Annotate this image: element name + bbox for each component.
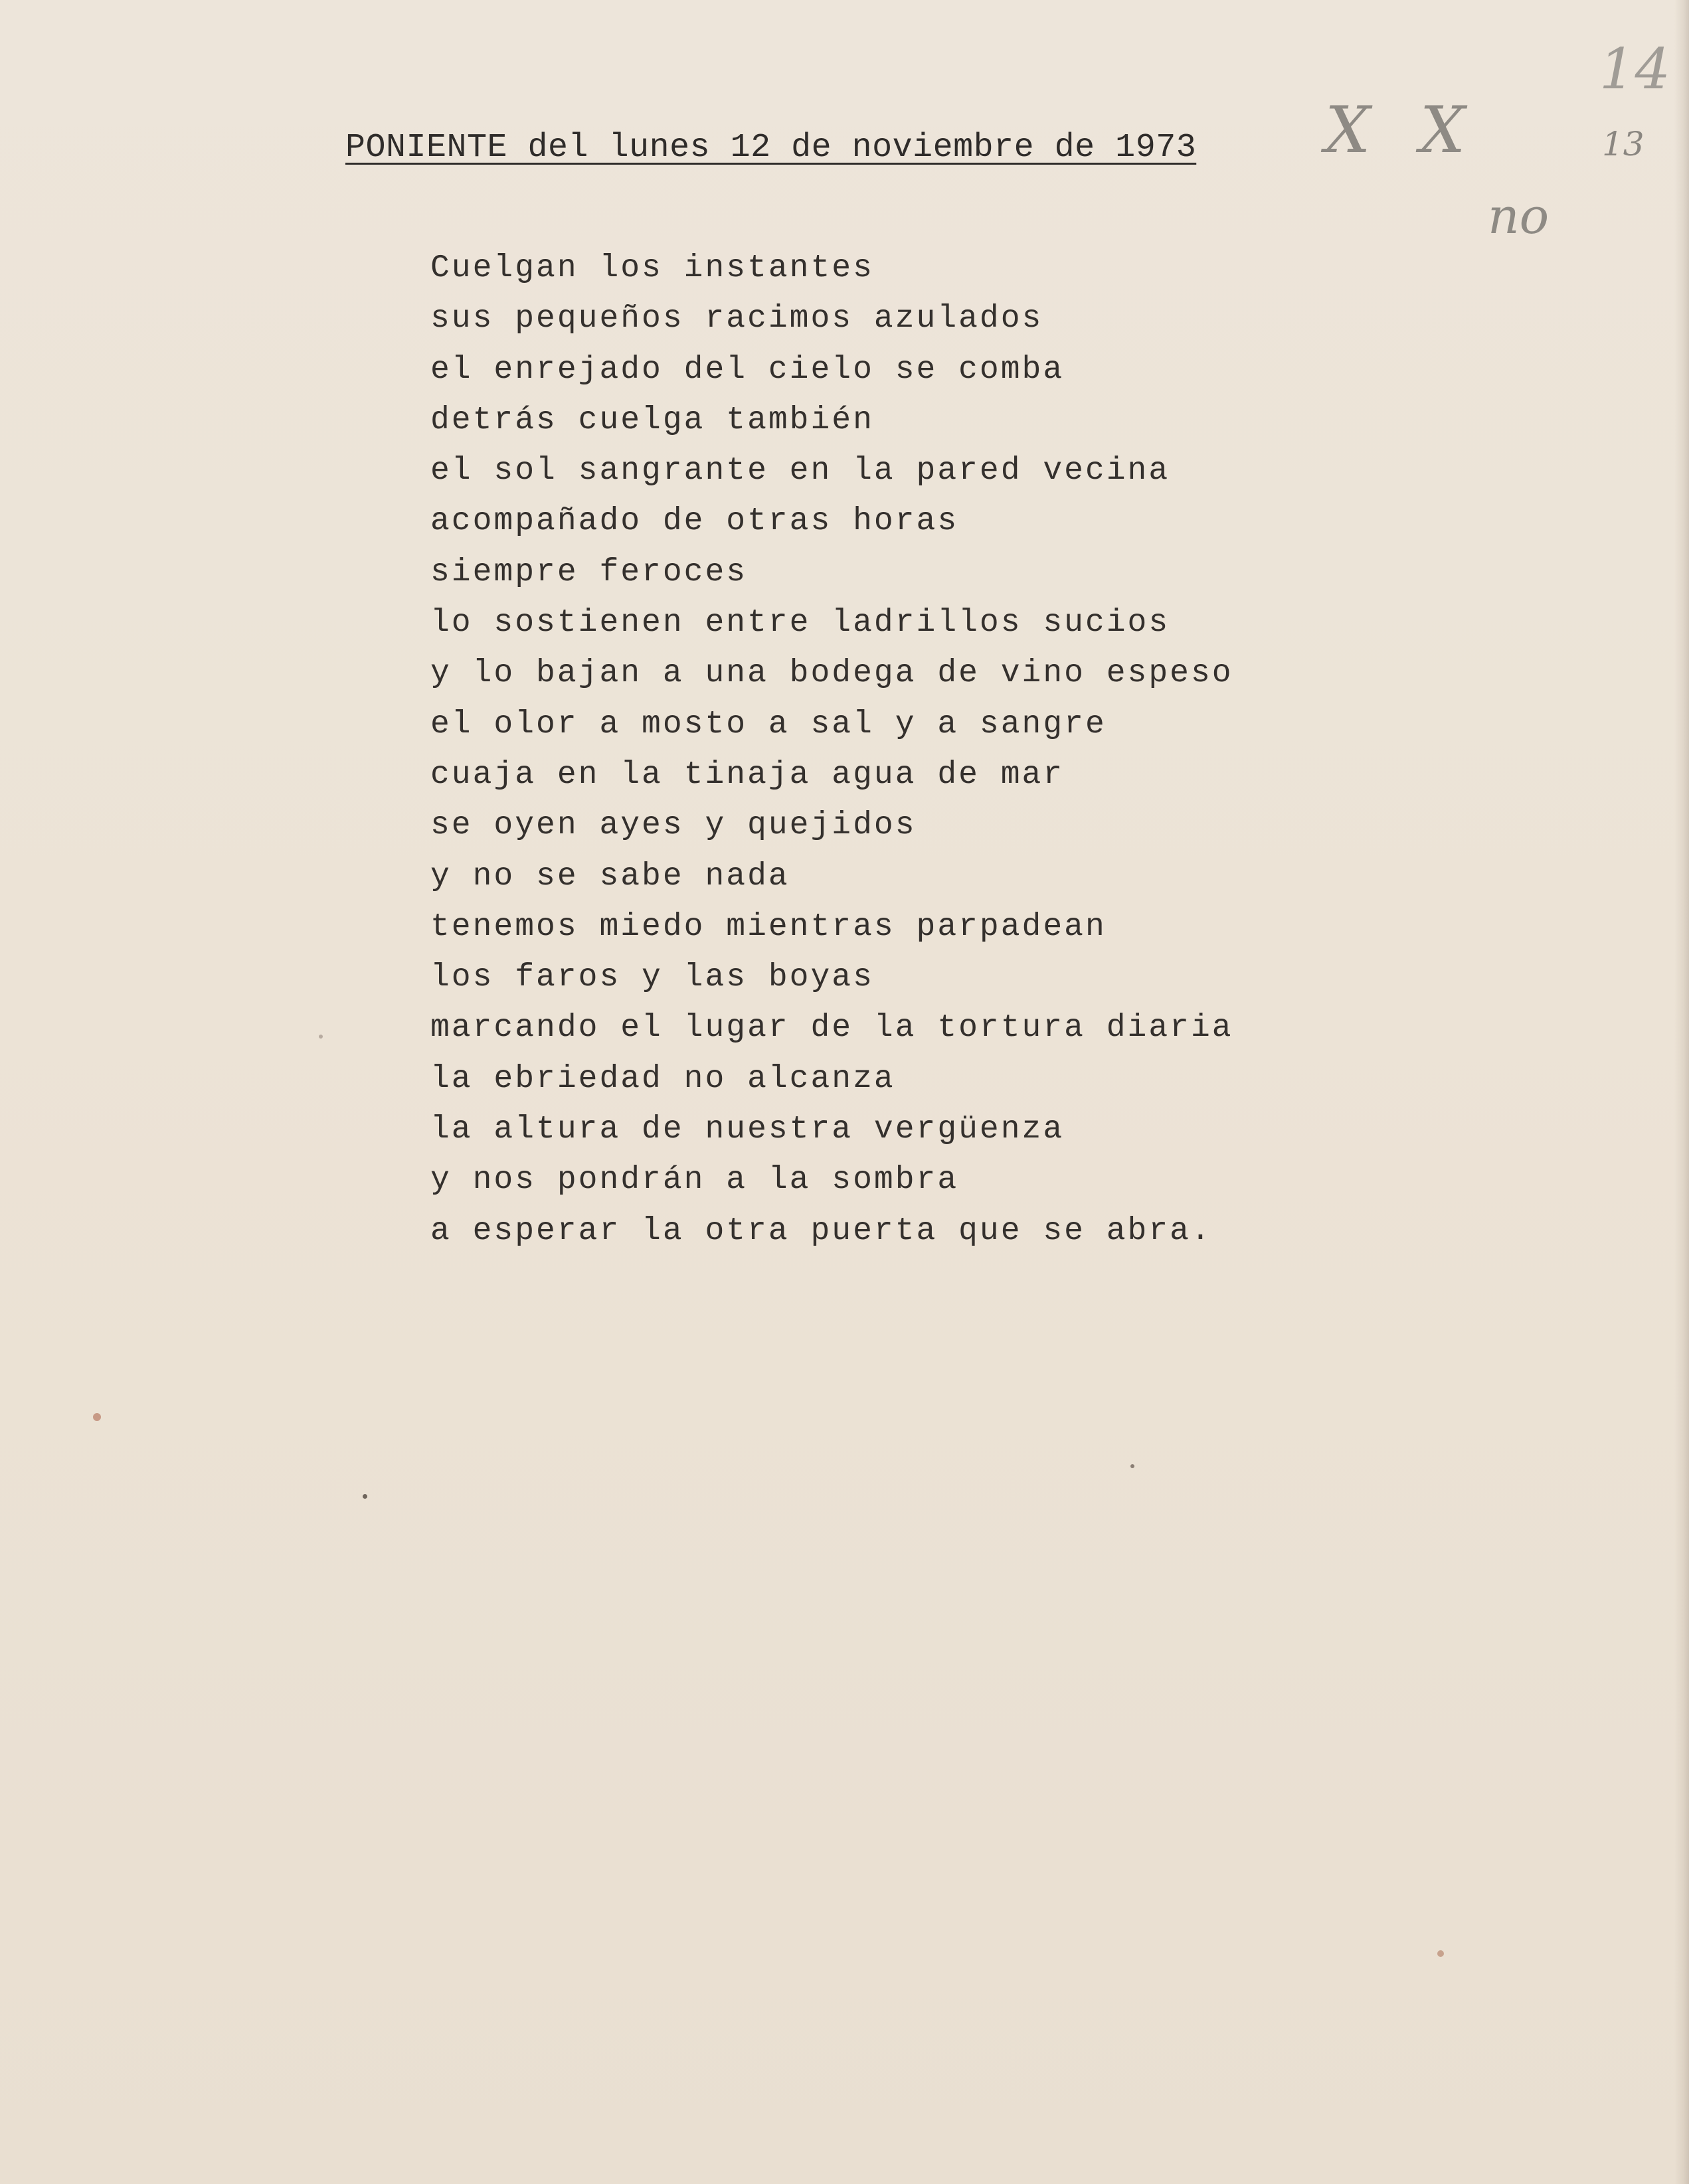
- poem-line: la ebriedad no alcanza: [430, 1060, 895, 1097]
- poem-line: la altura de nuestra vergüenza: [430, 1112, 1065, 1148]
- poem-line: y lo bajan a una bodega de vino espeso: [430, 655, 1233, 692]
- poem-line: lo sostienen entre ladrillos sucios: [430, 605, 1170, 641]
- poem-body: [430, 243, 1233, 1256]
- poem-line: siempre feroces: [430, 554, 748, 590]
- poem-line: detrás cuelga también: [430, 402, 874, 438]
- poem-line: el enrejado del cielo se comba: [430, 351, 1065, 388]
- poem-line: se oyen ayes y quejidos: [430, 807, 917, 844]
- poem-line: tenemos miedo mientras parpadean: [430, 908, 1107, 945]
- poem-line: los faros y las boyas: [430, 960, 874, 996]
- poem-line: a esperar la otra puerta que se abra.: [430, 1213, 1212, 1249]
- paper-speck: [363, 1494, 367, 1499]
- pencil-note: no: [1488, 188, 1550, 245]
- paper-speck: [1130, 1464, 1134, 1468]
- paper-speck: [93, 1413, 101, 1421]
- pencil-number-top: 14: [1599, 37, 1670, 102]
- poem-title: PONIENTE del lunes 12 de noviembre de 1973: [345, 129, 1197, 167]
- poem-line: y nos pondrán a la sombra: [430, 1162, 959, 1199]
- poem-line: el olor a mosto a sal y a sangre: [430, 706, 1107, 742]
- poem-line: acompañado de otras horas: [430, 503, 959, 540]
- poem-line: el sol sangrante en la pared vecina: [430, 453, 1170, 489]
- paper-speck: [1437, 1950, 1444, 1957]
- paper-edge-shadow: [1674, 0, 1689, 2184]
- poem-line: marcando el lugar de la tortura diaria: [430, 1010, 1233, 1047]
- pencil-page-number: 13: [1602, 125, 1645, 163]
- paper-speck: [319, 1035, 323, 1039]
- pencil-x-marks: X X: [1325, 93, 1480, 167]
- poem-line: y no se sabe nada: [430, 858, 790, 894]
- poem-line: Cuelgan los instantes: [430, 250, 874, 286]
- poem-line: sus pequeños racimos azulados: [430, 301, 1043, 337]
- poem-line: cuaja en la tinaja agua de mar: [430, 756, 1065, 793]
